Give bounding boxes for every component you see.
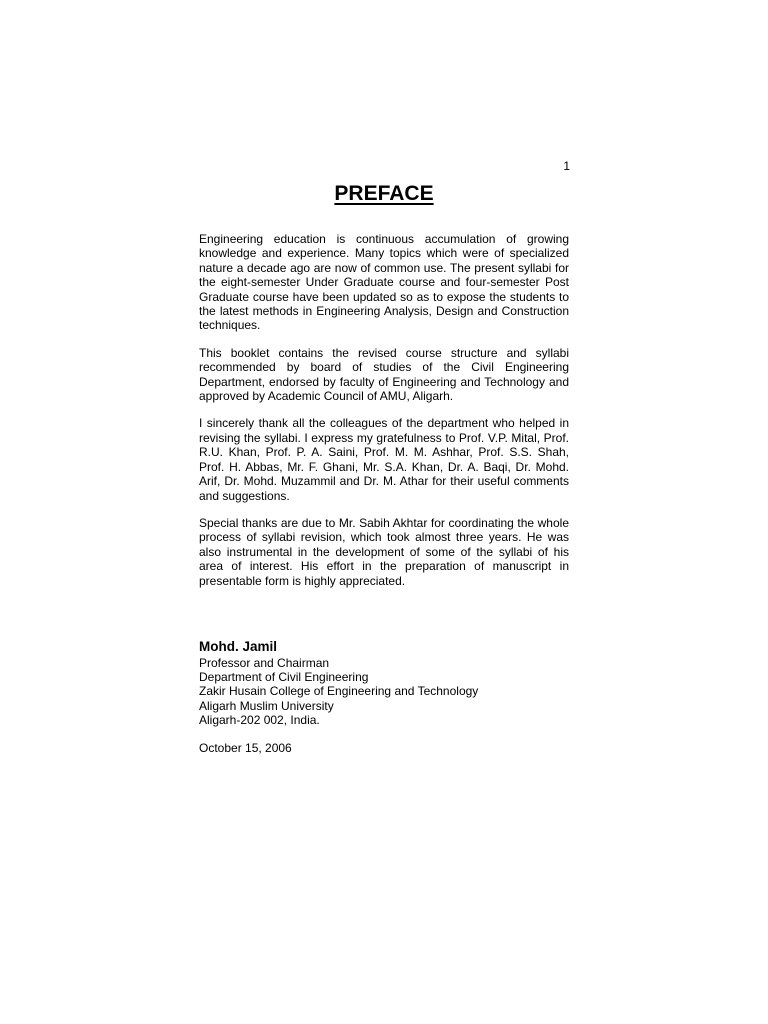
page-number: 1 [563,159,570,173]
preface-body [199,232,569,601]
paragraph-thanks: I sincerely thank all the colleagues of the department who helped in revising the syllabi. I express my gratefulness to Prof. V.P. Mital, Prof. R.U. Khan, Prof. P. A. Saini, Prof. M. M. Ashhar, Prof. S.S. Shah, Prof. H. Abbas, Mr. F. Ghani, Mr. S.A. Khan, Dr. A. Baqi, Dr. Mohd. Arif, Dr. Mohd. Muzammil and Dr. M. Athar for their useful comments and suggestions. [199,416,569,503]
page-title: PREFACE [334,182,434,205]
signatory-address: Aligarh-202 002, India. [199,712,320,727]
signatory-college: Zakir Husain College of Engineering and Technology [199,684,479,699]
signatory-title: Professor and Chairman [199,656,330,670]
signatory-university: Aligarh Muslim University [199,698,334,713]
signatory-department: Department of Civil Engineering [199,670,369,685]
signature-date: October 15, 2006 [199,741,292,756]
signatory-name: Mohd. Jamil [199,639,278,654]
signature-block [199,638,569,755]
paragraph-booklet: This booklet contains the revised course structure and syllabi recommended by board of studies of the Civil Engineering Department, endorsed by faculty of Engineering and Technology and approved by Academic Council of AMU, Aligarh. [199,345,569,404]
paragraph-special-thanks: Special thanks are due to Mr. Sabih Akhtar for coordinating the whole process of syllabi revision, which took almost three years. He was also instrumental in the development of some of the syllabi of his area of interest. His effort in the preparation of manuscript in presentable form is highly appreciated. [199,515,569,588]
paragraph-intro: Engineering education is continuous accumulation of growing knowledge and experience. Many topics which were of specialized nature a decade ago are now of common use. The present syllabi for the eight-semester Under Graduate course and four-semester Post Graduate course have been updated so as to expose the students to the latest methods in Engineering Analysis, Design and Construction techniques. [199,232,569,333]
